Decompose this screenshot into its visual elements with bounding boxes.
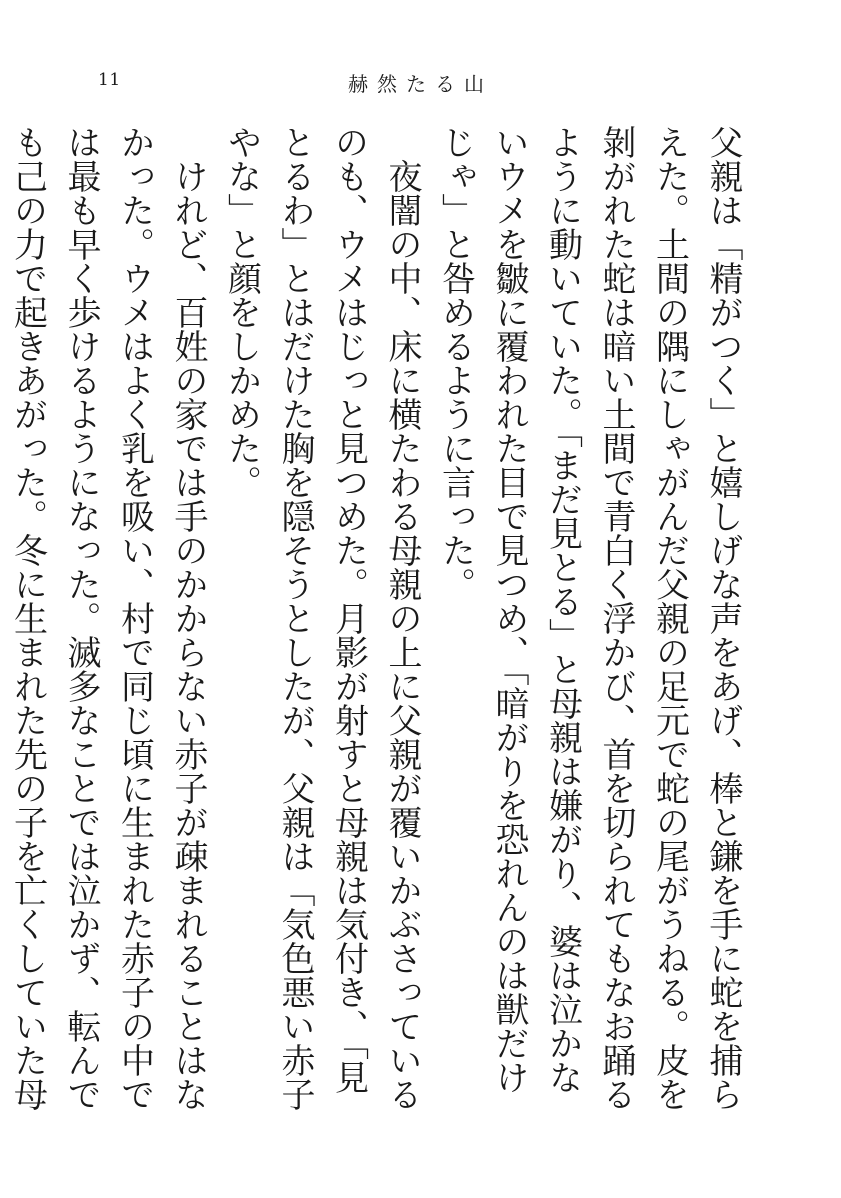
page-number: 11 (98, 70, 121, 90)
paragraph-3: けれど、百姓の家では手のかからない赤子が疎まれることはなかった。ウメはよく乳を吸い、村で同じ頃に生まれた赤子の中では最も早く歩けるようになった。滅多なことでは泣かず、転んでも己の力で起きあがった。冬に生まれた先の子を亡くしていた母 (7, 125, 208, 1111)
paragraph-1: 父親は「精がつく」と嬉しげな声をあげ、棒と鎌を手に蛇を捕らえた。土間の隅にしゃがんだ父親の足元で蛇の尾がうねる。皮を剝がれた蛇は暗い土間で青白く浮かび、首を切られてもなお踊るように動いていた。「まだ見とる」と母親は嫌がり、婆は泣かないウメを皺に覆われた目で見つめ、「暗がりを恐れんのは獣だけじゃ」と咎めるように言った。 (435, 125, 743, 1111)
paragraph-2: 夜闇の中、床に横たわる母親の上に父親が覆いかぶさっているのも、ウメはじっと見つめた。月影が射すと母親は気付き、「見とるわ」とはだけた胸を隠そうとしたが、父親は「気色悪い赤子やな」と顔をしかめた。 (221, 125, 422, 1111)
vertical-text-block (7, 125, 749, 1125)
running-head: 赫然たる山 (348, 72, 493, 96)
